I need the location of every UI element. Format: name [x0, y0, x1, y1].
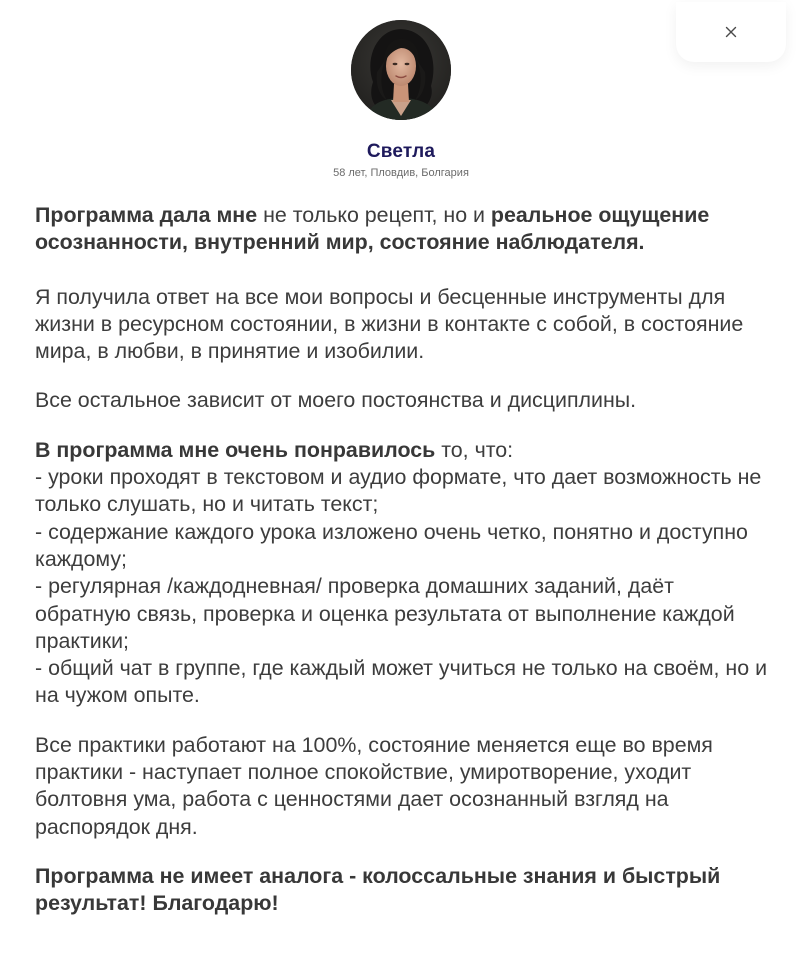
review-bold-text: В программа мне очень понравилось — [35, 437, 436, 462]
close-icon — [725, 26, 737, 38]
review-paragraph-4 — [35, 437, 770, 710]
review-paragraph-2: Я получила ответ на все мои вопросы и бесценные инструменты для жизни в ресурсном состоянии, в жизни в контакте с собой, в состояние мира, в любви, в принятие и изобилии. — [35, 284, 744, 364]
reviewer-name: Светла — [366, 141, 436, 162]
list-item: - содержание каждого урока изложено очень четко, понятно и доступно каждому; — [35, 519, 748, 571]
review-text-span: то, что: — [435, 437, 514, 462]
avatar-portrait — [351, 20, 451, 120]
review-bold-text: Программа дала мне — [35, 203, 258, 227]
review-text — [35, 202, 770, 918]
review-text-span: не только рецепт, но и — [257, 203, 491, 227]
review-paragraph-3: Все остальное зависит от моего постоянства и дисциплины. — [35, 388, 637, 413]
review-bold-text: реальное ощущение осознанности, внутренний мир, состояние наблюдателя. — [35, 203, 710, 255]
list-intro — [35, 437, 770, 464]
list-item: - общий чат в группе, где каждый может учиться не только на своём, но и на чужом опыте. — [35, 656, 768, 708]
list-item: - регулярная /каждодневная/ проверка домашних заданий, даёт обратную связь, проверка и оценка результата от выполнение каждой практики; — [35, 574, 735, 653]
avatar — [351, 20, 451, 120]
close-button[interactable] — [676, 2, 786, 62]
review-paragraph-1 — [35, 202, 770, 257]
reviewer-details: 58 лет, Пловдив, Болгария — [333, 167, 469, 179]
list-item: - уроки проходят в текстовом и аудио формате, что дает возможность не только слушать, но и читать текст; — [35, 465, 762, 517]
review-paragraph-5: Все практики работают на 100%, состояние меняется еще во время практики - наступает полное спокойствие, умиротворение, уходит болтовня ума, работа с ценностями дает осознанный взгляд на распорядок дня. — [35, 732, 713, 839]
review-paragraph-6 — [35, 863, 770, 918]
review-bold-text: Программа не имеет аналога - колоссальные знания и быстрый результат! Благодарю! — [35, 863, 721, 916]
